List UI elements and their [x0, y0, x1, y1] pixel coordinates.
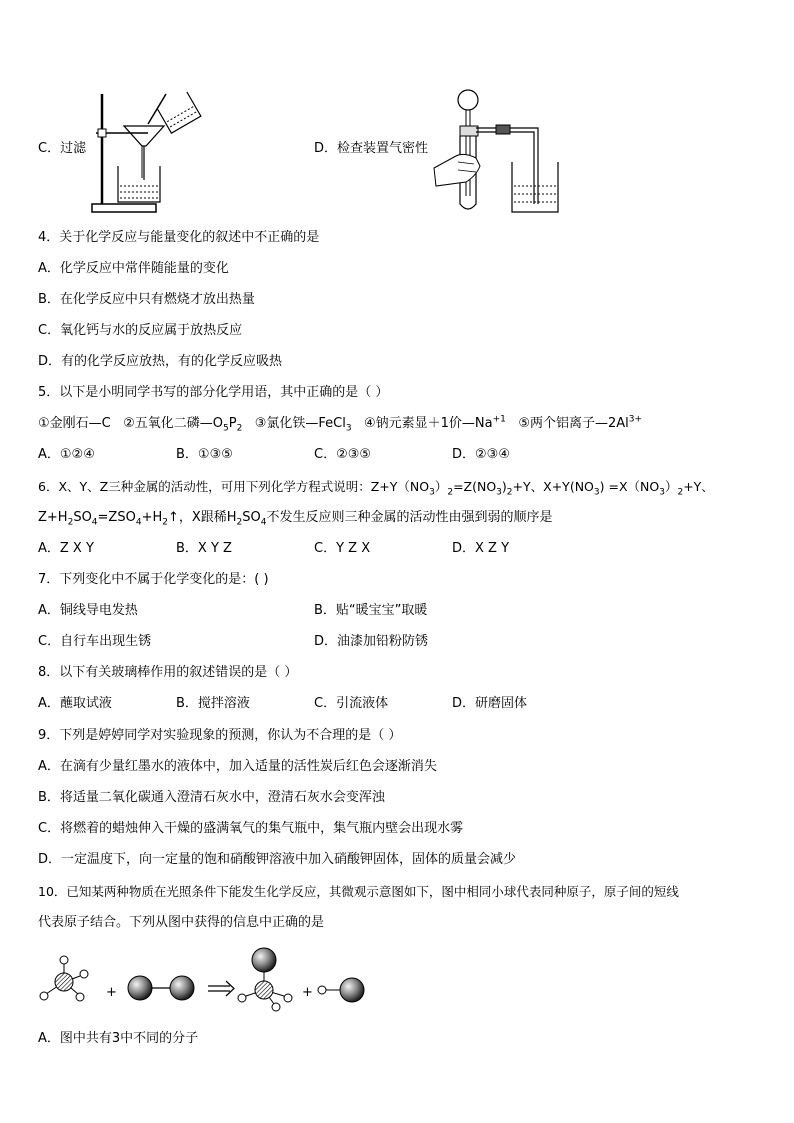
q5-option-a: A．①②④ [38, 447, 95, 462]
reactant-molecule-2 [128, 976, 194, 1000]
product-molecule-2 [318, 978, 364, 1002]
q9-option-a: A．在滴有少量红墨水的液体中，加入适量的活性炭后红色会逐渐消失 [38, 759, 437, 774]
q5-option-d: D．②③④ [452, 447, 510, 462]
q3-option-c: C．过滤 [38, 141, 87, 156]
q8-stem: 8．以下有关玻璃棒作用的叙述错误的是（ ） [38, 665, 298, 680]
q4-option-b: B．在化学反应中只有燃烧才放出热量 [38, 292, 255, 307]
q8-option-a: A．蘸取试液 [38, 696, 112, 711]
q4-option-c: C．氧化钙与水的反应属于放热反应 [38, 323, 243, 338]
q7-stem: 7．下列变化中不属于化学变化的是：( ) [38, 572, 269, 587]
plus-sign-2: + [302, 985, 313, 1000]
q9-option-d: D．一定温度下，向一定量的饱和硝酸钾溶液中加入硝酸钾固体，固体的质量会减少 [38, 852, 517, 867]
reactant-molecule-1 [40, 956, 88, 1001]
q6-stem-line1: 6．X、Y、Z三种金属的活动性，可用下列化学方程式说明：$Z+Y(NO_3)_2=Z(NO_3)_2+Y$、$X+Y(NO_3) =X(NO_3)_2+Y$、 [38, 479, 714, 498]
q10-option-a: A．图中共有3中不同的分子 [38, 1031, 199, 1046]
q9-stem: 9．下列是婷婷同学对实验现象的预测，你认为不合理的是（ ） [38, 728, 402, 743]
q7-option-d: D．油漆加铅粉防锈 [314, 634, 429, 649]
q5-stem: 5．以下是小明同学书写的部分化学用语，其中正确的是（ ） [38, 385, 389, 400]
q8-option-d: D．研磨固体 [452, 696, 528, 711]
q5-option-b: B．①③⑤ [176, 447, 233, 462]
q6-option-d: D．X Z Y [452, 541, 510, 556]
filtration-apparatus-figure [88, 88, 208, 216]
q9-option-c: C．将燃着的蜡烛伸入干燥的盛满氧气的集气瓶中，集气瓶内壁会出现水雾 [38, 821, 464, 836]
q10-stem-line1: 10．已知某两种物质在光照条件下能发生化学反应，其微观示意图如下，图中相同小球代表同种原子，原子间的短线 [38, 884, 679, 899]
q10-stem-line2: 代表原子结合。下列从图中获得的信息中正确的是 [38, 915, 325, 930]
q6-option-a: A．Z X Y [38, 541, 94, 556]
airtightness-apparatus-figure [432, 86, 562, 214]
q9-option-b: B．将适量二氧化碳通入澄清石灰水中，澄清石灰水会变浑浊 [38, 790, 385, 805]
q5-option-c: C．②③⑤ [314, 447, 372, 462]
q6-option-c: C．Y Z X [314, 541, 371, 556]
q4-option-a: A．化学反应中常伴随能量的变化 [38, 261, 229, 276]
q3-option-d: D．检查装置气密性 [314, 141, 429, 156]
q5-item-4: ④钠元素显＋1价$—Na^{+1}$ [364, 414, 506, 431]
q8-option-b: B．搅拌溶液 [176, 696, 250, 711]
q5-items [38, 415, 642, 433]
q5-item-2: ②五氧化二磷$—O_5P_2$ [123, 416, 243, 434]
q6-option-b: B．X Y Z [176, 541, 232, 556]
q7-option-a: A．铜线导电发热 [38, 603, 138, 618]
q6-stem-line2: $Z+H_2SO_4=ZSO_4+H_2↑$，X跟稀$H_2SO_4$不发生反应则三种金属的活动性由强到弱的顺序是 [38, 510, 553, 528]
reaction-micro-diagram [36, 946, 376, 1012]
q4-stem: 4．关于化学反应与能量变化的叙述中不正确的是 [38, 230, 320, 245]
q5-item-5: ⑤两个铝离子$—2Al^{3+}$ [518, 414, 643, 431]
q7-option-b: B．贴“暖宝宝”取暖 [314, 603, 428, 618]
plus-sign-1: + [106, 985, 117, 1000]
q7-option-c: C．自行车出现生锈 [38, 634, 152, 649]
q4-option-d: D．有的化学反应放热，有的化学反应吸热 [38, 354, 283, 369]
q5-item-3: ③氯化铁—FeCl$_3$ [254, 416, 352, 434]
reaction-arrow-icon [208, 981, 234, 996]
product-molecule-1 [238, 948, 292, 1011]
q5-item-1: ①金刚石—C [38, 416, 111, 431]
q8-option-c: C．引流液体 [314, 696, 389, 711]
